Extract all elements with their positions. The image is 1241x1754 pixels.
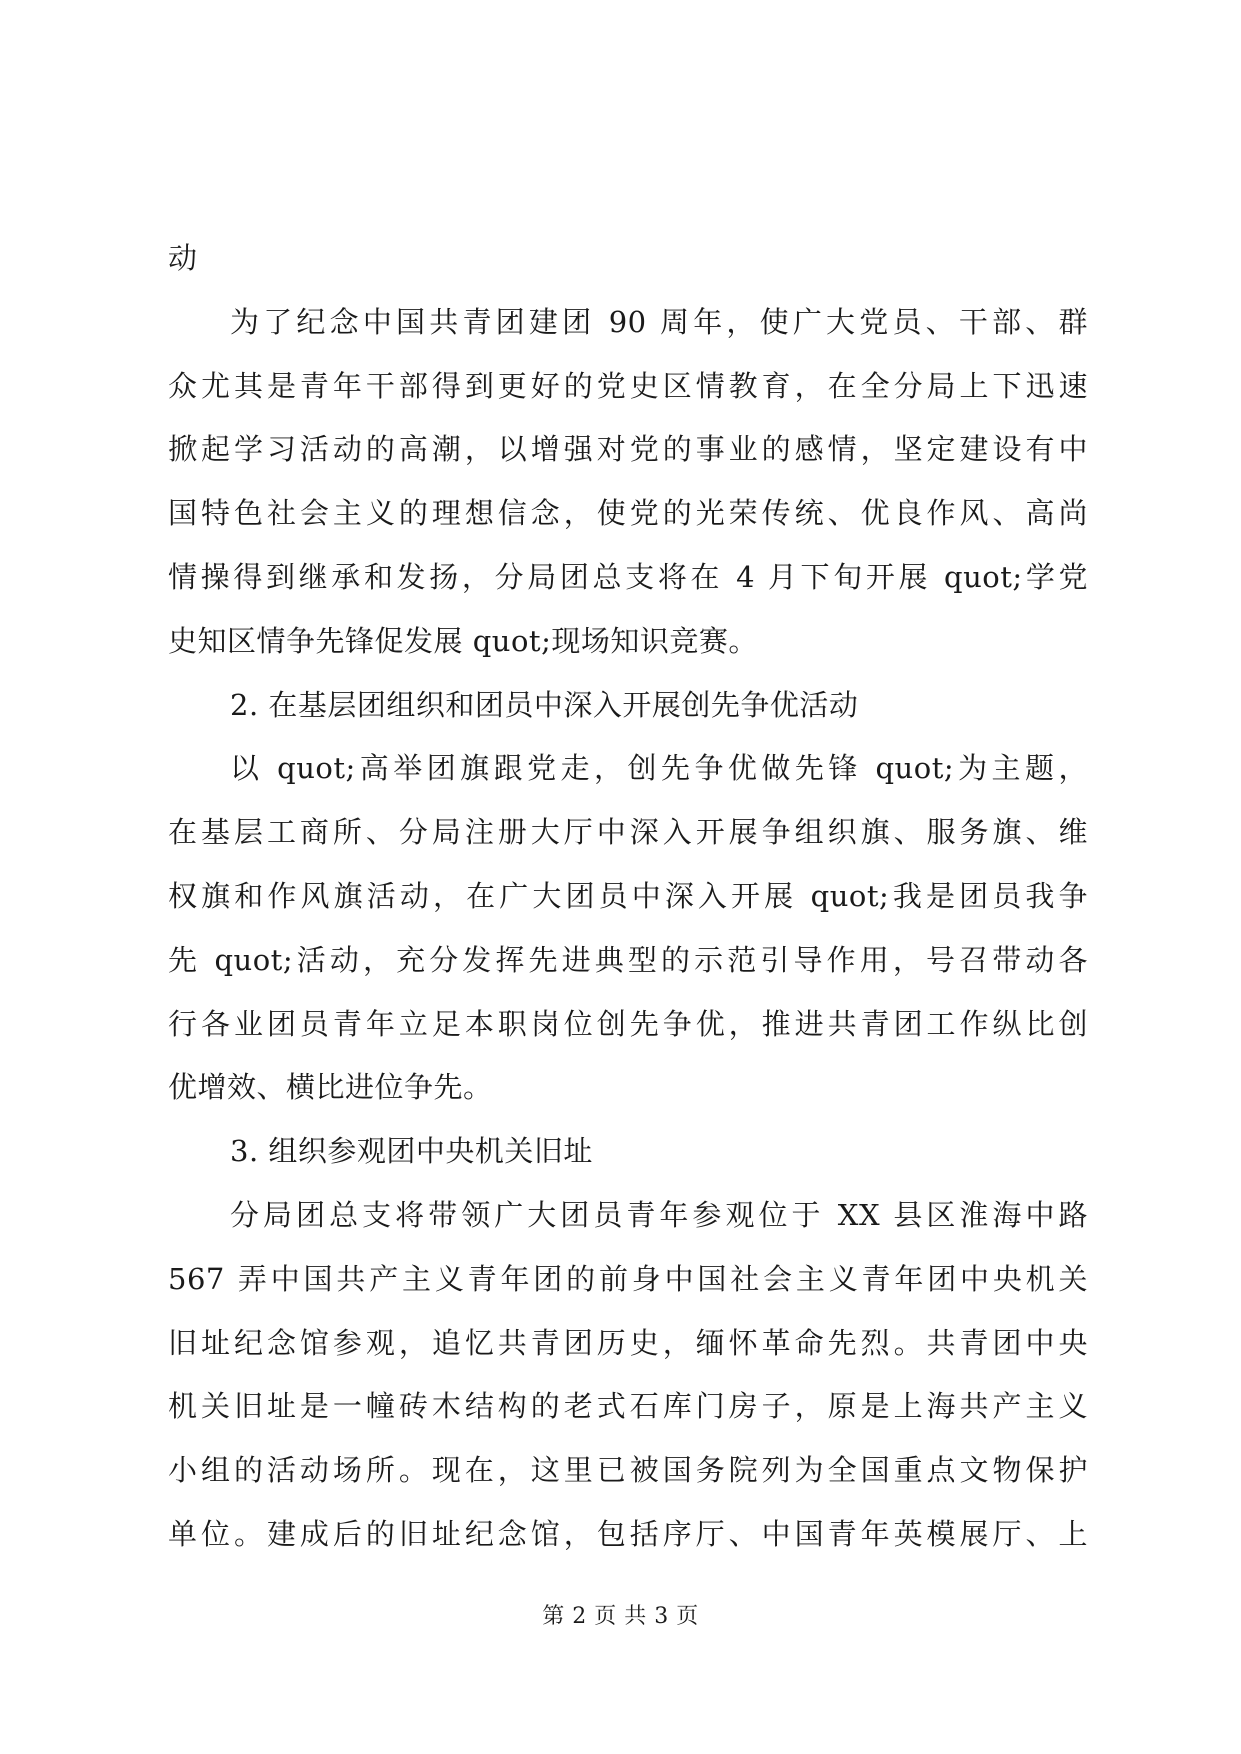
text-line: 在基层工商所、分局注册大厅中深入开展争组织旗、服务旗、维 bbox=[168, 815, 1088, 850]
document-body bbox=[168, 227, 1088, 1567]
page-footer: 第 2 页 共 3 页 bbox=[542, 1604, 699, 1629]
text-line: 权旗和作风旗活动，在广大团员中深入开展 quot;我是团员我争 bbox=[168, 878, 1088, 913]
text-line: 单位。建成后的旧址纪念馆，包括序厅、中国青年英模展厅、上 bbox=[168, 1516, 1088, 1551]
text-line: 掀起学习活动的高潮，以增强对党的事业的感情，坚定建设有中 bbox=[168, 432, 1088, 467]
text-line: 以 quot;高举团旗跟党走，创先争优做先锋 quot;为主题， bbox=[230, 751, 1088, 786]
text-line: 行各业团员青年立足本职岗位创先争优，推进共青团工作纵比创 bbox=[168, 1006, 1088, 1041]
text-line: 为了纪念中国共青团建团 90 周年，使广大党员、干部、群 bbox=[230, 304, 1088, 339]
text-line: 旧址纪念馆参观，追忆共青团历史，缅怀革命先烈。共青团中央 bbox=[168, 1325, 1088, 1360]
text-line: 3. 组织参观团中央机关旧址 bbox=[230, 1134, 593, 1169]
text-line: 2. 在基层团组织和团员中深入开展创先争优活动 bbox=[230, 687, 859, 722]
text-line: 机关旧址是一幢砖木结构的老式石库门房子，原是上海共产主义 bbox=[168, 1389, 1088, 1424]
text-line: 小组的活动场所。现在，这里已被国务院列为全国重点文物保护 bbox=[168, 1453, 1088, 1488]
text-line: 先 quot;活动，充分发挥先进典型的示范引导作用，号召带动各 bbox=[168, 942, 1088, 977]
text-line: 动 bbox=[168, 241, 198, 275]
text-line: 优增效、横比进位争先。 bbox=[168, 1070, 493, 1105]
text-line: 国特色社会主义的理想信念，使党的光荣传统、优良作风、高尚 bbox=[168, 496, 1088, 531]
text-line: 史知区情争先锋促发展 quot;现场知识竞赛。 bbox=[168, 623, 758, 658]
text-line: 567 弄中国共产主义青年团的前身中国社会主义青年团中央机关 bbox=[168, 1261, 1088, 1296]
text-line: 分局团总支将带领广大团员青年参观位于 XX 县区淮海中路 bbox=[230, 1197, 1088, 1232]
text-line: 情操得到继承和发扬，分局团总支将在 4 月下旬开展 quot;学党 bbox=[168, 559, 1088, 594]
text-line: 众尤其是青年干部得到更好的党史区情教育，在全分局上下迅速 bbox=[168, 368, 1088, 403]
